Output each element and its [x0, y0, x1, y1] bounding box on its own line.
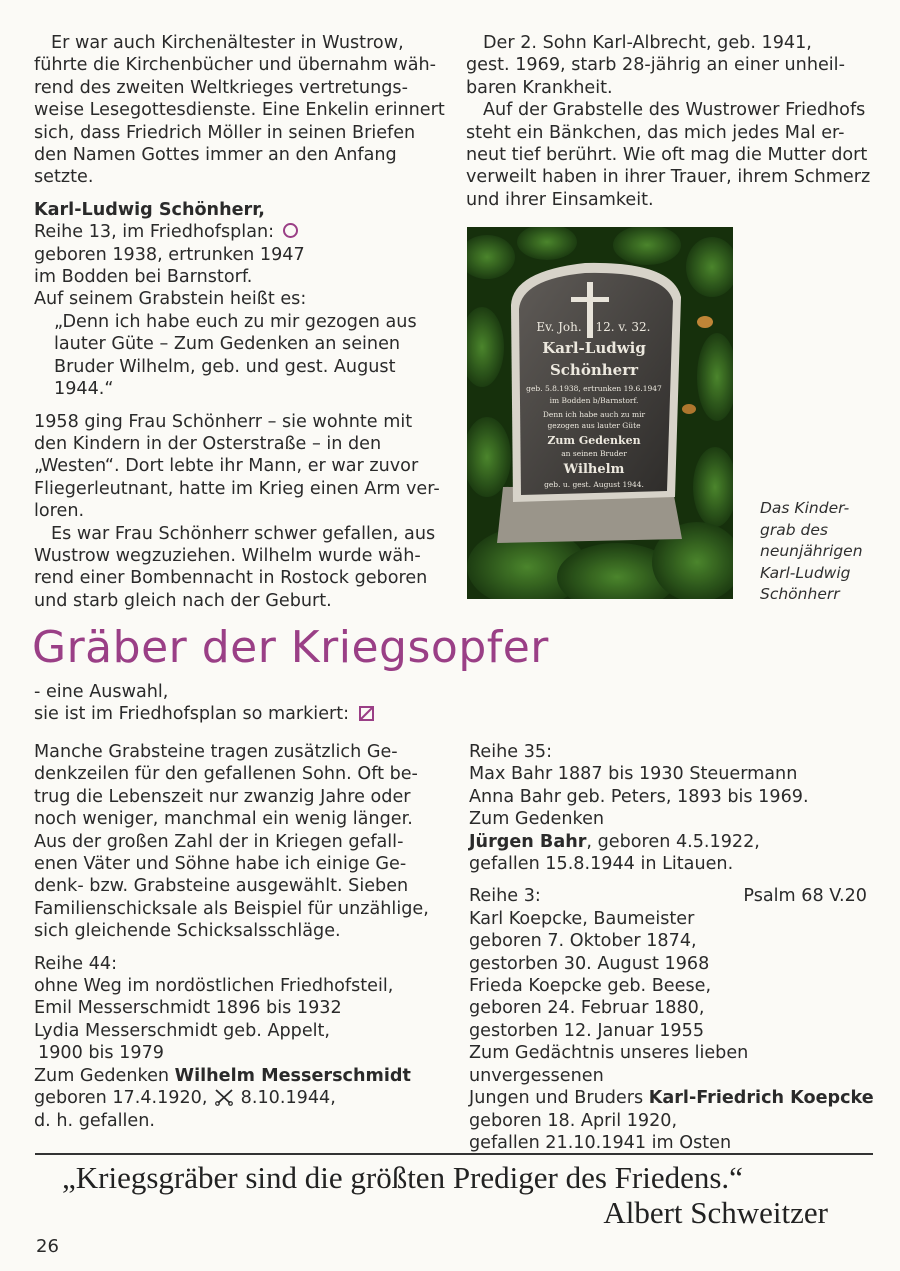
paragraph-auswahl: Manche Grabsteine tragen zusätzlich Ge- denkzeilen für den gefallenen Sohn. Oft be- trug die Lebenszeit nur zwanzig Jahre oder noch weniger, manchmal ein wenig länger. Aus der großen Zahl der in Kriegen gefall- enen Väter und Söhne habe ich einige Ge- denk- bzw. Grabsteine ausgewählt. Sieben Familienschicksale als Beispiel für unzählige, sich gleichende Schicksalsschläge. [34, 742, 429, 942]
gravestone-photo [467, 227, 733, 599]
grave-entry-reihe-3: Reihe 3: Psalm 68 V.20 Karl Koepcke, Baumeister geboren 7. Oktober 1874, gestorben 30. August 1968 Frieda Koepcke geb. Beese, geboren 24. Februar 1880, gestorben 12. Januar 1955 Zum Gedächtnis unseres lieben unvergessenen Jungen und Bruders Karl-Friedrich Koepcke geboren 18. April 1920, gefallen 21.10.1941 im Osten [469, 886, 874, 1153]
right-top-column [466, 32, 876, 211]
stone-line: Schönherr [549, 361, 639, 379]
stone-line: im Bodden b/Barnstorf. [549, 396, 639, 405]
stone-line: Denn ich habe auch zu mir [542, 410, 646, 419]
stone-line: geb. u. gest. August 1944. [544, 480, 644, 489]
crossed-swords-icon [213, 1088, 235, 1106]
section-subheading: - eine Auswahl, sie ist im Friedhofsplan so markiert: [34, 681, 454, 726]
section-heading: Gräber der Kriegsopfer [32, 622, 549, 673]
photo-caption: Das Kinder- grab des neunjährigen Karl-Ludwig Schönherr [760, 499, 863, 603]
person-name: Karl-Ludwig Schönherr, [34, 199, 265, 220]
stone-line: an seinen Bruder [561, 449, 627, 458]
stone-line: geb. 5.8.1938, ertrunken 19.6.1947 [526, 384, 662, 393]
left-bottom-column [34, 741, 454, 1132]
quote-author: Albert Schweitzer [603, 1195, 828, 1230]
paragraph-westen: 1958 ging Frau Schönherr – sie wohnte mit den Kindern in der Osterstraße – in den „Westen“. Dort lebte ihr Mann, er war zuvor Fliegerleutnant, hatte im Krieg einen Arm ver- loren. [34, 411, 440, 522]
stone-line: Zum Gedenken [547, 434, 641, 447]
stone-line: Karl-Ludwig [542, 339, 646, 357]
grave-entry-reihe-35: Reihe 35: Max Bahr 1887 bis 1930 Steuermann Anna Bahr geb. Peters, 1893 bis 1969. Zum Gedenken Jürgen Bahr, geboren 4.5.1922, gefallen 15.8.1944 in Litauen. [469, 742, 809, 875]
grave-entry-reihe-44: Reihe 44: ohne Weg im nordöstlichen Friedhofsteil, Emil Messerschmidt 1896 bis 1932 Lydia Messerschmidt geb. Appelt, 1900 bis 1979 Zum Gedenken Wilhelm Messerschmidt geboren 17.4.1920, 8.10.1944, d. h. gefallen. [34, 953, 411, 1131]
circle-marker-icon [283, 223, 298, 238]
crossed-box-marker-icon [359, 706, 374, 721]
grave-entry-schoenherr: Karl-Ludwig Schönherr, Reihe 13, im Friedhofsplan: geboren 1938, ertrunken 1947 im Bodden bei Barnstorf. Auf seinem Grabstein heißt es: [34, 199, 307, 310]
paragraph-kirchenaeltester: Er war auch Kirchenältester in Wustrow, führte die Kirchenbücher und übernahm wäh- rend des zweiten Weltkrieges vertretungs- weise Lesegottesdienste. Eine Enkelin erinnert sich, dass Friedrich Möller in seinen Briefen den Namen Gottes immer an den Anfang setzte. [34, 33, 445, 188]
stone-line: Ev. Joh. [536, 320, 582, 334]
paragraph-karl-albrecht: Der 2. Sohn Karl-Albrecht, geb. 1941, gest. 1969, starb 28-jährig an einer unheil- baren Krankheit. [466, 33, 845, 98]
stone-line: gezogen aus lauter Güte [547, 421, 641, 430]
gravestone-quote: „Denn ich habe euch zu mir gezogen aus lauter Güte – Zum Gedenken an seinen Bruder Wilhelm, geb. und gest. August 1944.“ [54, 311, 417, 400]
person-name: Jürgen Bahr [469, 831, 587, 852]
paragraph-wegzug: Es war Frau Schönherr schwer gefallen, aus Wustrow wegzuziehen. Wilhelm wurde wäh- rend einer Bombennacht in Rostock geboren und starb gleich nach der Geburt. [34, 523, 436, 611]
person-name: Karl-Friedrich Koepcke [648, 1088, 874, 1109]
paragraph-baenkchen: Auf der Grabstelle des Wustrower Friedhofs steht ein Bänkchen, das mich jedes Mal er- neut tief berührt. Wie oft mag die Mutter dort verweilt haben in ihrer Trauer, ihrem Schmerz und ihrer Einsamkeit. [466, 100, 871, 210]
right-bottom-column [469, 741, 879, 1154]
divider-line [35, 1153, 873, 1155]
stone-line: 12. v. 32. [595, 320, 651, 334]
cross-icon [587, 282, 593, 338]
stone-line: Wilhelm [563, 462, 625, 477]
person-name: Wilhelm Messerschmidt [174, 1065, 411, 1086]
left-top-column [34, 32, 454, 612]
psalm-reference: Psalm 68 V.20 [743, 886, 867, 907]
footer-quote: „Kriegsgräber sind die größten Prediger des Friedens.“ [62, 1160, 743, 1195]
page-number: 26 [36, 1236, 59, 1257]
